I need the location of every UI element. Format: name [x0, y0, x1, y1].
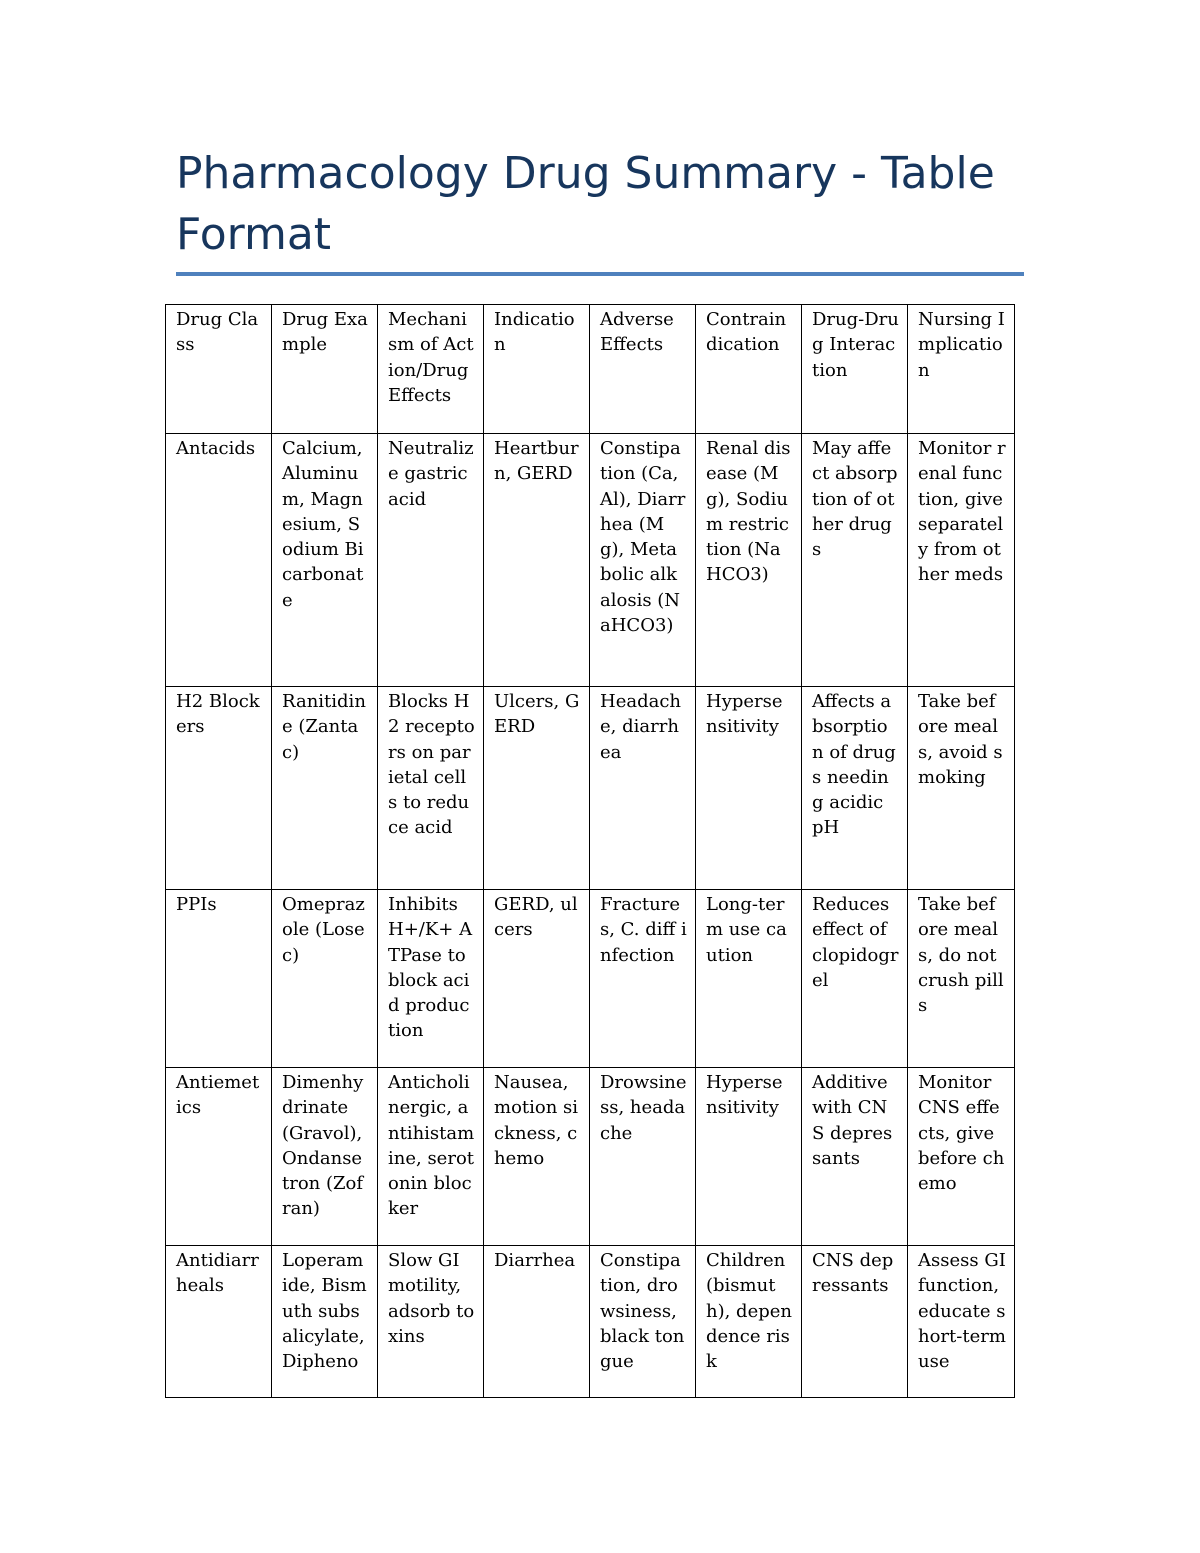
- page-title: Pharmacology Drug Summary - Table Format: [176, 148, 995, 260]
- table-cell: Headache, diarrhea: [590, 687, 696, 890]
- table-cell: Renal disease (Mg), Sodium restriction (NaHCO3): [696, 434, 802, 687]
- table-cell: Ranitidine (Zantac): [272, 687, 378, 890]
- table-cell: Omeprazole (Losec): [272, 890, 378, 1068]
- table-cell: Constipation (Ca, Al), Diarrhea (Mg), Metabolic alkalosis (NaHCO3): [590, 434, 696, 687]
- table-cell: Blocks H2 receptors on parietal cells to reduce acid: [378, 687, 484, 890]
- table-cell: Calcium, Aluminum, Magnesium, Sodium Bicarbonate: [272, 434, 378, 687]
- table-cell: Anticholinergic, antihistamine, serotonin blocker: [378, 1068, 484, 1246]
- table-cell: Fractures, C. diff infection: [590, 890, 696, 1068]
- table-cell: Take before meals, do not crush pills: [908, 890, 1015, 1068]
- table-row: [166, 1068, 1015, 1246]
- table-cell: Monitor renal function, give separately from other meds: [908, 434, 1015, 687]
- drug-summary-table: [165, 304, 1015, 1398]
- table-cell: Heartburn, GERD: [484, 434, 590, 687]
- header-cell: Nursing Implication: [908, 305, 1015, 434]
- table-cell: Nausea, motion sickness, chemo: [484, 1068, 590, 1246]
- table-cell: Reduces effect of clopidogrel: [802, 890, 908, 1068]
- table-cell: Additive with CNS depressants: [802, 1068, 908, 1246]
- table-cell: H2 Blockers: [166, 687, 272, 890]
- table-cell: GERD, ulcers: [484, 890, 590, 1068]
- table-cell: Children (bismuth), dependence risk: [696, 1246, 802, 1398]
- table-row: [166, 1246, 1015, 1398]
- header-cell: Drug Example: [272, 305, 378, 434]
- table-cell: Long-term use caution: [696, 890, 802, 1068]
- table-row: [166, 687, 1015, 890]
- header-cell: Indication: [484, 305, 590, 434]
- title-underline: [176, 272, 1024, 276]
- table-cell: Inhibits H+/K+ ATPase to block acid production: [378, 890, 484, 1068]
- table-cell: Antidiarrheals: [166, 1246, 272, 1398]
- table-cell: PPIs: [166, 890, 272, 1068]
- header-cell: Drug Class: [166, 305, 272, 434]
- table-cell: Antiemetics: [166, 1068, 272, 1246]
- table-cell: Drowsiness, headache: [590, 1068, 696, 1246]
- table-cell: Take before meals, avoid smoking: [908, 687, 1015, 890]
- table-cell: Assess GI function, educate short-term use: [908, 1246, 1015, 1398]
- table-cell: Affects absorption of drugs needing acidic pH: [802, 687, 908, 890]
- table-cell: CNS depressants: [802, 1246, 908, 1398]
- table-cell: Loperamide, Bismuth subsalicylate, Dipheno: [272, 1246, 378, 1398]
- table-cell: Ulcers, GERD: [484, 687, 590, 890]
- table-cell: Slow GI motility, adsorb toxins: [378, 1246, 484, 1398]
- table-cell: Monitor CNS effects, give before chemo: [908, 1068, 1015, 1246]
- table-cell: May affect absorption of other drugs: [802, 434, 908, 687]
- header-cell: Contraindication: [696, 305, 802, 434]
- table-cell: Antacids: [166, 434, 272, 687]
- table-row: [166, 434, 1015, 687]
- header-cell: Adverse Effects: [590, 305, 696, 434]
- table-cell: Hypersensitivity: [696, 687, 802, 890]
- table-cell: Dimenhydrinate (Gravol), Ondansetron (Zofran): [272, 1068, 378, 1246]
- table-cell: Diarrhea: [484, 1246, 590, 1398]
- table-row: [166, 890, 1015, 1068]
- table-header-row: [166, 305, 1015, 434]
- header-cell: Mechanism of Action/Drug Effects: [378, 305, 484, 434]
- table-cell: Hypersensitivity: [696, 1068, 802, 1246]
- header-cell: Drug-Drug Interaction: [802, 305, 908, 434]
- table-cell: Constipation, drowsiness, black tongue: [590, 1246, 696, 1398]
- table-cell: Neutralize gastric acid: [378, 434, 484, 687]
